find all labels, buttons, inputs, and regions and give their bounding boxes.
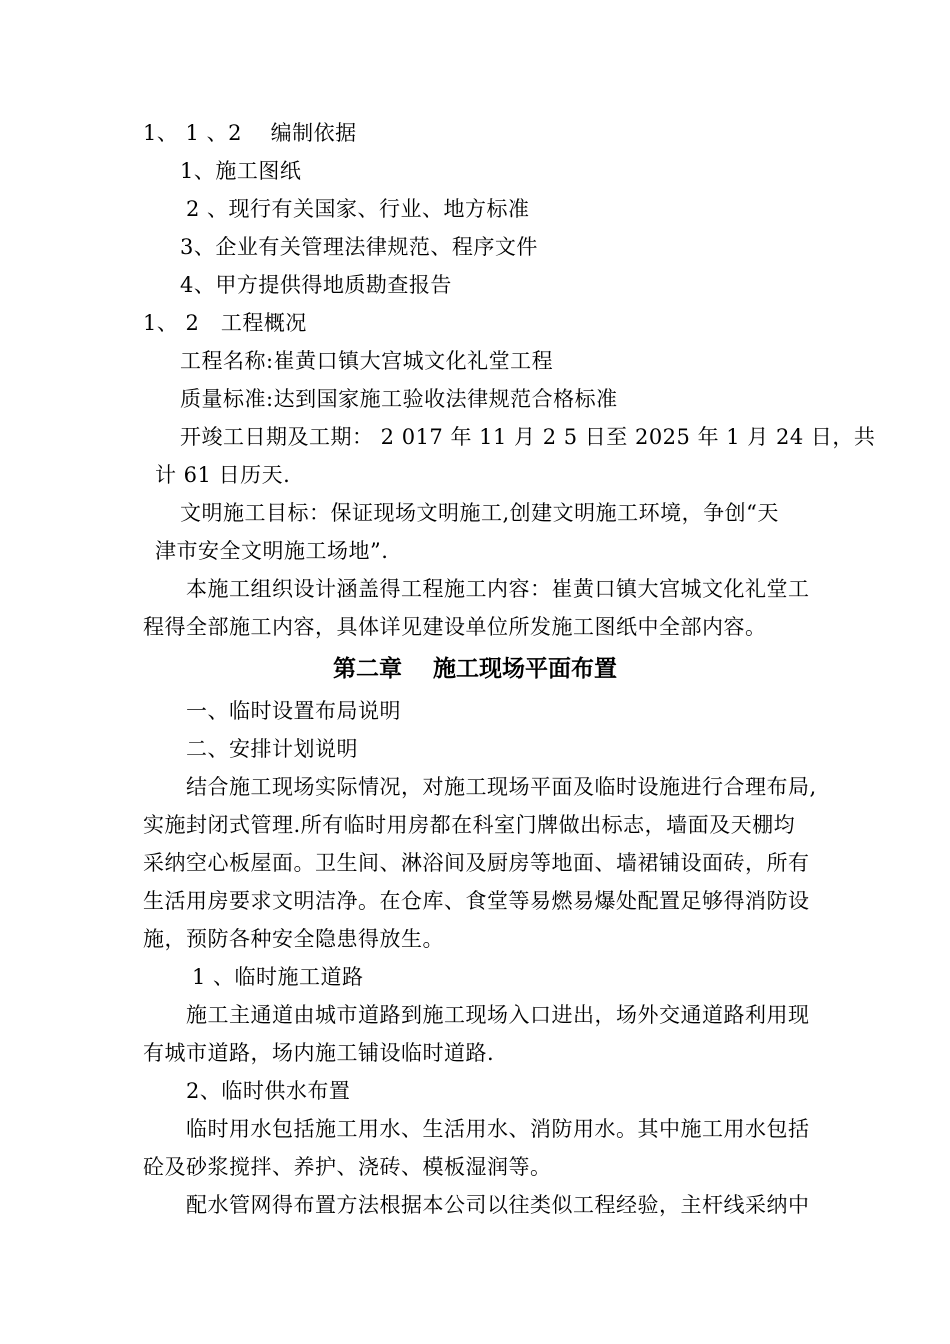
paragraph-line: 生活用房要求文明洁净。在仓库、食堂等易燃易爆处配置足够得消防设 (143, 889, 810, 913)
paragraph-line: 本施工组织设计涵盖得工程施工内容：崔黄口镇大宫城文化礼堂工 (186, 577, 810, 601)
paragraph-line: 文明施工目标：保证现场文明施工,创建文明施工环境，争创“天 (180, 501, 779, 525)
paragraph-line: 计 61 日历天. (155, 463, 291, 487)
subsection-heading: 1 、临时施工道路 (192, 965, 364, 989)
paragraph-line: 施工主通道由城市道路到施工现场入口进出，场外交通道路利用现 (186, 1003, 810, 1027)
paragraph-line: 配水管网得布置方法根据本公司以往类似工程经验，主杆线采纳中 (186, 1193, 810, 1217)
list-item: 1、施工图纸 (180, 159, 302, 183)
section-heading-compilation-basis: 1、 1 、2 编制依据 (143, 121, 357, 145)
paragraph-line: 施，预防各种安全隐患得放生。 (143, 927, 444, 951)
paragraph-line: 津市安全文明施工场地”. (155, 539, 389, 563)
paragraph-line: 工程名称:崔黄口镇大宫城文化礼堂工程 (180, 349, 554, 373)
section-heading: 一、临时设置布局说明 (186, 699, 401, 723)
paragraph-line: 开竣工日期及工期： 2 017 年 11 月 2 5 日至 2025 年 1 月 24 日，共 (180, 425, 876, 449)
paragraph-line: 质量标准:达到国家施工验收法律规范合格标准 (180, 387, 618, 411)
list-item: 4、甲方提供得地质勘查报告 (180, 273, 452, 297)
chapter-title: 第二章 施工现场平面布置 (332, 655, 617, 682)
paragraph-line: 程得全部施工内容，具体详见建设单位所发施工图纸中全部内容。 (143, 615, 767, 639)
section-heading: 二、安排计划说明 (186, 737, 358, 761)
paragraph-line: 采纳空心板屋面。卫生间、淋浴间及厨房等地面、墙裙铺设面砖，所有 (143, 851, 810, 875)
list-item: 2 、现行有关国家、行业、地方标准 (186, 197, 530, 221)
paragraph-line: 实施封闭式管理.所有临时用房都在科室门牌做出标志，墙面及天棚均 (143, 813, 796, 837)
list-item: 3、企业有关管理法律规范、程序文件 (180, 235, 538, 259)
paragraph-line: 砼及砂浆搅拌、养护、浇砖、模板湿润等。 (143, 1155, 552, 1179)
paragraph-line: 结合施工现场实际情况，对施工现场平面及临时设施进行合理布局, (186, 775, 817, 799)
section-heading-project-overview: 1、 2 工程概况 (143, 311, 307, 335)
subsection-heading: 2、临时供水布置 (186, 1079, 351, 1103)
paragraph-line: 有城市道路，场内施工铺设临时道路. (143, 1041, 495, 1065)
paragraph-line: 临时用水包括施工用水、生活用水、消防用水。其中施工用水包括 (186, 1117, 810, 1141)
